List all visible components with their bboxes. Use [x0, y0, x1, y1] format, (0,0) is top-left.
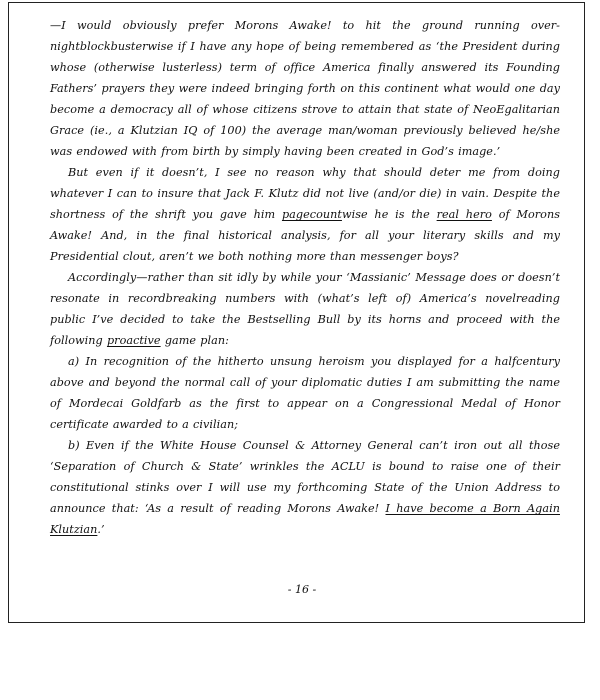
letter-body	[50, 15, 560, 540]
text-run: b) Even if the White House Counsel & Attorney General can’t iron out all those ‘Separation of Church & State’ wrinkles the ACLU is bound to raise one of their constitutional stinks over I will use my forthcoming State of the Union Address to announce that: ‘As a result of reading Morons Awake!	[50, 439, 560, 515]
text-run: —I would obviously prefer Morons Awake! to hit the ground running over-nightblockbusterwise if I have any hope of being remembered as ‘the President during whose (otherwise lusterless) term of office America finally answered its Founding Fathers’ prayers they were indeed bringing forth on this continent what would one day become a democracy all of whose citizens strove to attain that state of NeoEgalitarian Grace (ie., a Klutzian IQ of 100) the average man/woman previously believed he/she was endowed with from birth by simply having been created in God’s image.’	[50, 19, 560, 158]
text-run: But even if it doesn’t, I see no reason why that should deter me from doing whatever I can to insure that Jack F. Klutz did not live (and/or die) in vain. Despite the shortness of the shrift you gave him	[50, 166, 560, 221]
underlined-text: real hero	[436, 208, 492, 221]
paragraph-p1	[50, 15, 560, 162]
text-run: a) In recognition of the hitherto unsung heroism you displayed for a halfcentury above and beyond the normal call of your diplomatic duties I am submitting the name of Mordecai Goldfarb as the first to appear on a Congressional Medal of Honor certificate awarded to a civilian;	[50, 355, 560, 431]
page-frame	[8, 2, 585, 623]
text-run: wise he is the	[341, 208, 437, 221]
underlined-text: proactive	[106, 334, 161, 347]
paragraph-p3	[50, 267, 560, 351]
underlined-text: pagecount	[281, 208, 342, 221]
text-run: Accordingly—rather than sit idly by while your ‘Massianic’ Message does or doesn’t resonate in recordbreaking numbers with (what’s left of) America’s novelreading public I’ve decided to take the Bestselling Bull by its horns and proceed with the following	[50, 271, 560, 347]
text-run: of Morons Awake! And, in the final historical analysis, for all your literary skills and my Presidential clout, aren’t we both nothing more than messenger boys?	[50, 208, 560, 263]
text-run: game plan:	[160, 334, 229, 347]
page-number: - 16 -	[287, 583, 317, 596]
paragraph-p4	[50, 351, 560, 435]
paragraph-p2	[50, 162, 560, 267]
text-run: .’	[97, 523, 105, 536]
paragraph-p5	[50, 435, 560, 540]
underlined-text: I have become a Born Again Klutzian	[50, 502, 560, 536]
